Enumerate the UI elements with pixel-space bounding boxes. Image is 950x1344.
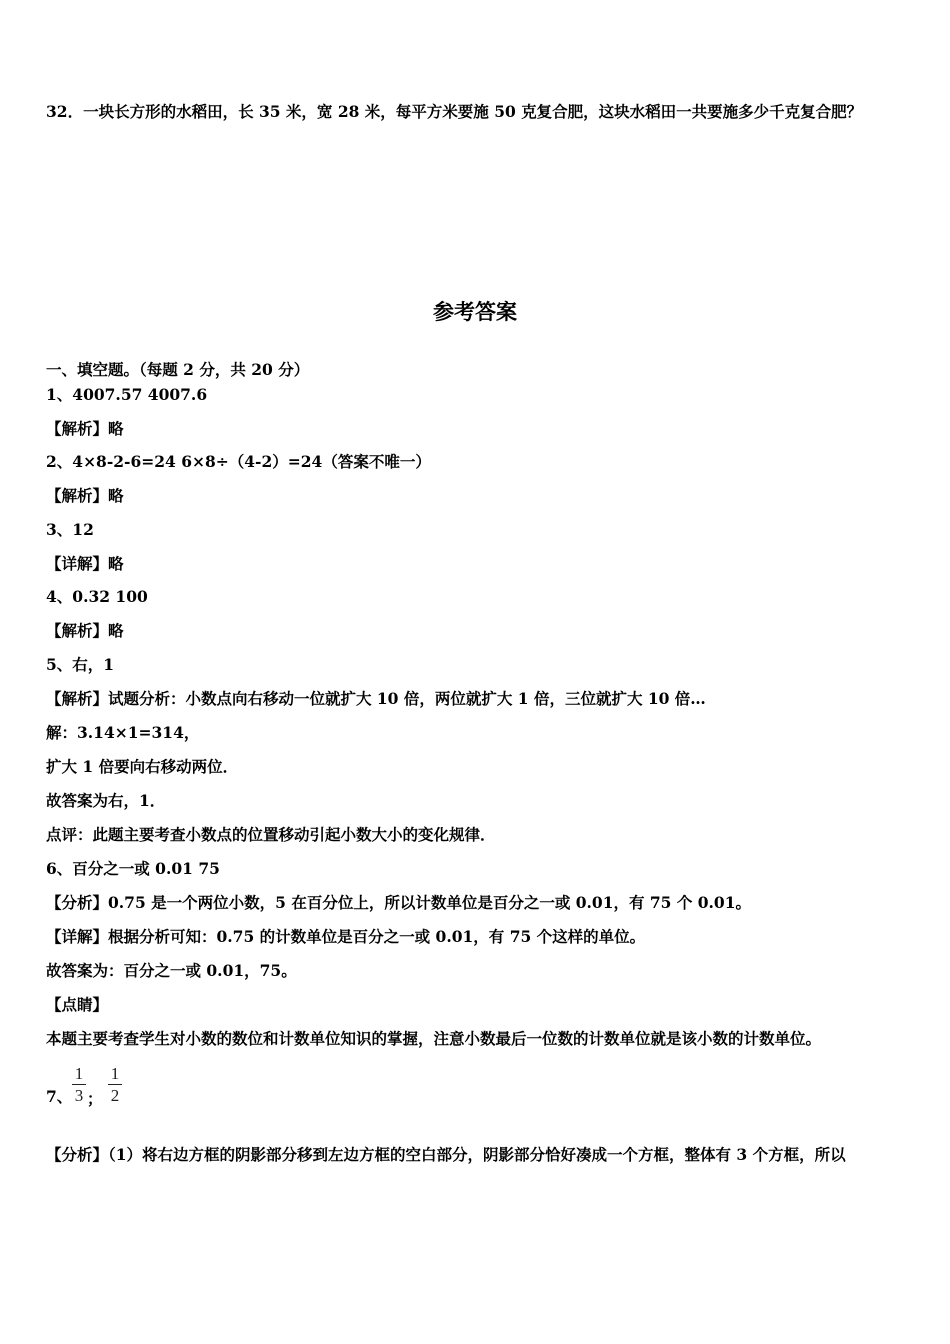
fraction-one-half bbox=[108, 1064, 122, 1105]
solution-5: 解：3.14×1=314， bbox=[46, 723, 200, 742]
answer-2: 2、4×8-2-6=24 6×8÷（4-2）=24（答案不唯一） bbox=[46, 452, 431, 471]
answer-title: 参考答案 bbox=[433, 300, 517, 324]
section-heading: 一、填空题。（每题 2 分，共 20 分） bbox=[46, 360, 310, 379]
analysis-4: 【解析】略 bbox=[46, 621, 124, 640]
analysis-6: 【分析】0.75 是一个两位小数，5 在百分位上，所以计数单位是百分之一或 0.01，有 75 个 0.01。 bbox=[46, 893, 751, 912]
answer-6: 6、百分之一或 0.01 75 bbox=[46, 859, 220, 878]
analysis-7: 【分析】（1）将右边方框的阴影部分移到左边方框的空白部分，阴影部分恰好凑成一个方框，整体有 3 个方框，所以 bbox=[46, 1145, 846, 1164]
remark-6: 本题主要考查学生对小数的数位和计数单位知识的掌握，注意小数最后一位数的计数单位就是该小数的计数单位。 bbox=[46, 1029, 822, 1048]
analysis-1: 【解析】略 bbox=[46, 419, 124, 438]
detail-6: 【详解】根据分析可知：0.75 的计数单位是百分之一或 0.01，有 75 个这样的单位。 bbox=[46, 927, 646, 946]
solution-5-step: 扩大 1 倍要向右移动两位． bbox=[46, 757, 239, 776]
answer-7-prefix: 7、 bbox=[46, 1087, 73, 1106]
detail-3: 【详解】略 bbox=[46, 554, 124, 573]
fraction-denominator: 2 bbox=[110, 1086, 120, 1105]
remark-6-heading: 【点睛】 bbox=[46, 995, 109, 1014]
fraction-numerator: 1 bbox=[110, 1064, 120, 1083]
analysis-5: 【解析】试题分析：小数点向右移动一位就扩大 10 倍，两位就扩大 1 倍，三位就扩大 10 倍… bbox=[46, 689, 706, 708]
question-32: 32．一块长方形的水稻田，长 35 米，宽 28 米，每平方米要施 50 克复合肥，这块水稻田一共要施多少千克复合肥？ bbox=[46, 102, 863, 121]
answer-5: 5、右，1 bbox=[46, 655, 115, 674]
fraction-denominator: 3 bbox=[74, 1086, 84, 1105]
answer-1: 1、4007.57 4007.6 bbox=[46, 385, 208, 404]
comment-5: 点评：此题主要考查小数点的位置移动引起小数大小的变化规律． bbox=[46, 825, 496, 844]
fraction-one-third bbox=[72, 1064, 86, 1105]
conclusion-5: 故答案为右，1． bbox=[46, 791, 166, 810]
answer-7-separator: ； bbox=[87, 1089, 103, 1108]
fraction-numerator: 1 bbox=[74, 1064, 84, 1083]
conclusion-6: 故答案为：百分之一或 0.01，75。 bbox=[46, 961, 297, 980]
analysis-2: 【解析】略 bbox=[46, 486, 124, 505]
answer-3: 3、12 bbox=[46, 520, 94, 539]
answer-4: 4、0.32 100 bbox=[46, 587, 148, 606]
